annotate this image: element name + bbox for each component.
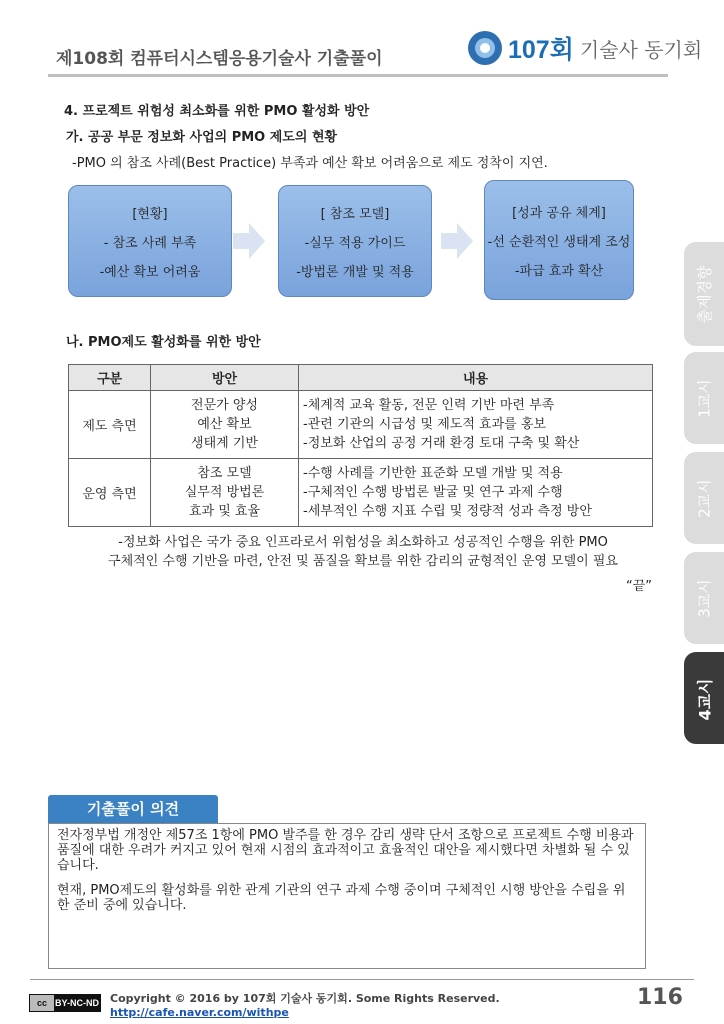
subsection-a-title: 가. 공공 부문 정보화 사업의 PMO 제도의 현황	[66, 130, 338, 145]
opinion-paragraph: 현재, PMO제도의 활성화를 위한 관계 기관의 연구 과제 수행 중이며 구체적인 시행 방안을 수립을 위한 준비 중에 있습니다.	[57, 883, 626, 913]
opinion-title: 기출풀이 의견	[48, 795, 218, 823]
right-arrow-icon	[233, 223, 265, 259]
side-tab-trends[interactable]	[684, 242, 724, 346]
cc-license-badge[interactable]	[29, 994, 101, 1012]
flow-box-title: [현황]	[132, 206, 168, 222]
flow-box-line: -파급 효과 확산	[514, 263, 604, 279]
flow-box-line: -방법론 개발 및 적용	[296, 264, 414, 280]
table-cell-category: 운영 측면	[69, 459, 151, 527]
flow-box-line: -예산 확보 어려움	[99, 264, 201, 280]
flow-box-line: -실무 적용 가이드	[304, 235, 406, 251]
flow-box-status	[68, 185, 232, 297]
side-tab-label: 4교시	[695, 678, 715, 721]
side-tab-period-2[interactable]	[684, 452, 724, 544]
emblem-icon	[468, 31, 502, 65]
section-title: 4. 프로젝트 위험성 최소화를 위한 PMO 활성화 방안	[64, 104, 370, 119]
brand-logo-group	[468, 30, 702, 66]
content-item: -체계적 교육 활동, 전문 인력 기반 마련 부족	[303, 398, 555, 413]
side-tab-period-4-active[interactable]	[684, 652, 724, 744]
plan-item: 참조 모델	[197, 466, 252, 481]
license-type: BY-NC-ND	[54, 995, 100, 1011]
table-cell-plans	[151, 391, 299, 459]
cafe-link[interactable]: http://cafe.naver.com/withpe	[110, 1006, 289, 1019]
side-tab-label: 1교시	[695, 379, 714, 418]
opinion-paragraph: 전자정부법 개정안 제57조 1항에 PMO 발주를 한 경우 감리 생략 단서 조항으로 프로젝트 수행 비용과 품질에 대한 우려가 커지고 있어 현재 시점의 효과적이고 효율적인 대안을 제시했다면 차별화 될 수 있습니다.	[57, 828, 634, 873]
copyright-text: Copyright © 2016 by 107회 기술사 동기회. Some Rights Reserved.	[110, 992, 500, 1005]
content-item: -구체적인 수행 방법론 발굴 및 연구 과제 수행	[303, 485, 563, 500]
content-item: -세부적인 수행 지표 수립 및 정량적 성과 측정 방안	[303, 504, 592, 519]
side-tab-label: 3교시	[695, 579, 714, 618]
subsection-b-title: 나. PMO제도 활성화를 위한 방안	[66, 335, 261, 350]
table-row	[69, 459, 653, 527]
activation-plan-table	[68, 364, 653, 527]
flow-box-title: [성과 공유 체계]	[512, 205, 606, 221]
content-item: -수행 사례를 기반한 표준화 모델 개발 및 적용	[303, 466, 563, 481]
content-item: -관련 기관의 시급성 및 제도적 효과를 홍보	[303, 417, 546, 432]
table-cell-plans	[151, 459, 299, 527]
side-tab-period-1[interactable]	[684, 352, 724, 444]
flow-box-line: -선 순환적인 생태계 조성	[487, 234, 631, 250]
plan-item: 실무적 방법론	[184, 485, 265, 500]
flow-box-reference-model	[278, 185, 432, 297]
flow-box-result-sharing	[484, 180, 634, 300]
opinion-box	[48, 823, 646, 969]
summary-line: 구체적인 수행 기반을 마련, 안전 및 품질을 확보를 위한 감리의 균형적인 운영 모델이 필요	[108, 554, 618, 569]
header-divider	[48, 74, 668, 77]
right-arrow-icon	[441, 223, 473, 259]
footer-divider	[30, 979, 694, 980]
table-header: 내용	[299, 365, 653, 391]
table-cell-contents	[299, 459, 653, 527]
brand-text: 기술사 동기회	[579, 37, 703, 62]
table-row	[69, 391, 653, 459]
end-mark: “끝”	[625, 579, 652, 594]
table-cell-contents	[299, 391, 653, 459]
table-header: 방안	[151, 365, 299, 391]
plan-item: 생태계 기반	[191, 436, 258, 451]
table-header: 구분	[69, 365, 151, 391]
side-tab-label: 출제경향	[695, 265, 714, 324]
brand-number: 107회	[508, 36, 574, 64]
plan-item: 효과 및 효율	[188, 504, 261, 519]
summary-text	[60, 533, 666, 571]
table-cell-category: 제도 측면	[69, 391, 151, 459]
plan-item: 예산 확보	[197, 417, 252, 432]
document-header-title: 제108회 컴퓨터시스템응용기술사 기출풀이	[56, 49, 383, 69]
summary-line: -정보화 사업은 국가 중요 인프라로서 위험성을 최소화하고 성공적인 수행을 위한 PMO	[118, 535, 608, 550]
table-header-row	[69, 365, 653, 391]
content-item: -정보화 산업의 공정 거래 환경 토대 구축 및 확산	[303, 436, 580, 451]
flow-box-line: - 참조 사례 부족	[103, 235, 197, 251]
flow-box-title: [ 참조 모델]	[320, 206, 390, 222]
page-number: 116	[637, 985, 683, 1010]
plan-item: 전문가 양성	[191, 398, 258, 413]
cc-icon: cc	[30, 995, 54, 1011]
side-tab-label: 2교시	[695, 479, 714, 518]
side-tab-period-3[interactable]	[684, 552, 724, 644]
pmo-note: -PMO 의 참조 사례(Best Practice) 부족과 예산 확보 어려움으로 제도 정착이 지연.	[72, 156, 548, 171]
